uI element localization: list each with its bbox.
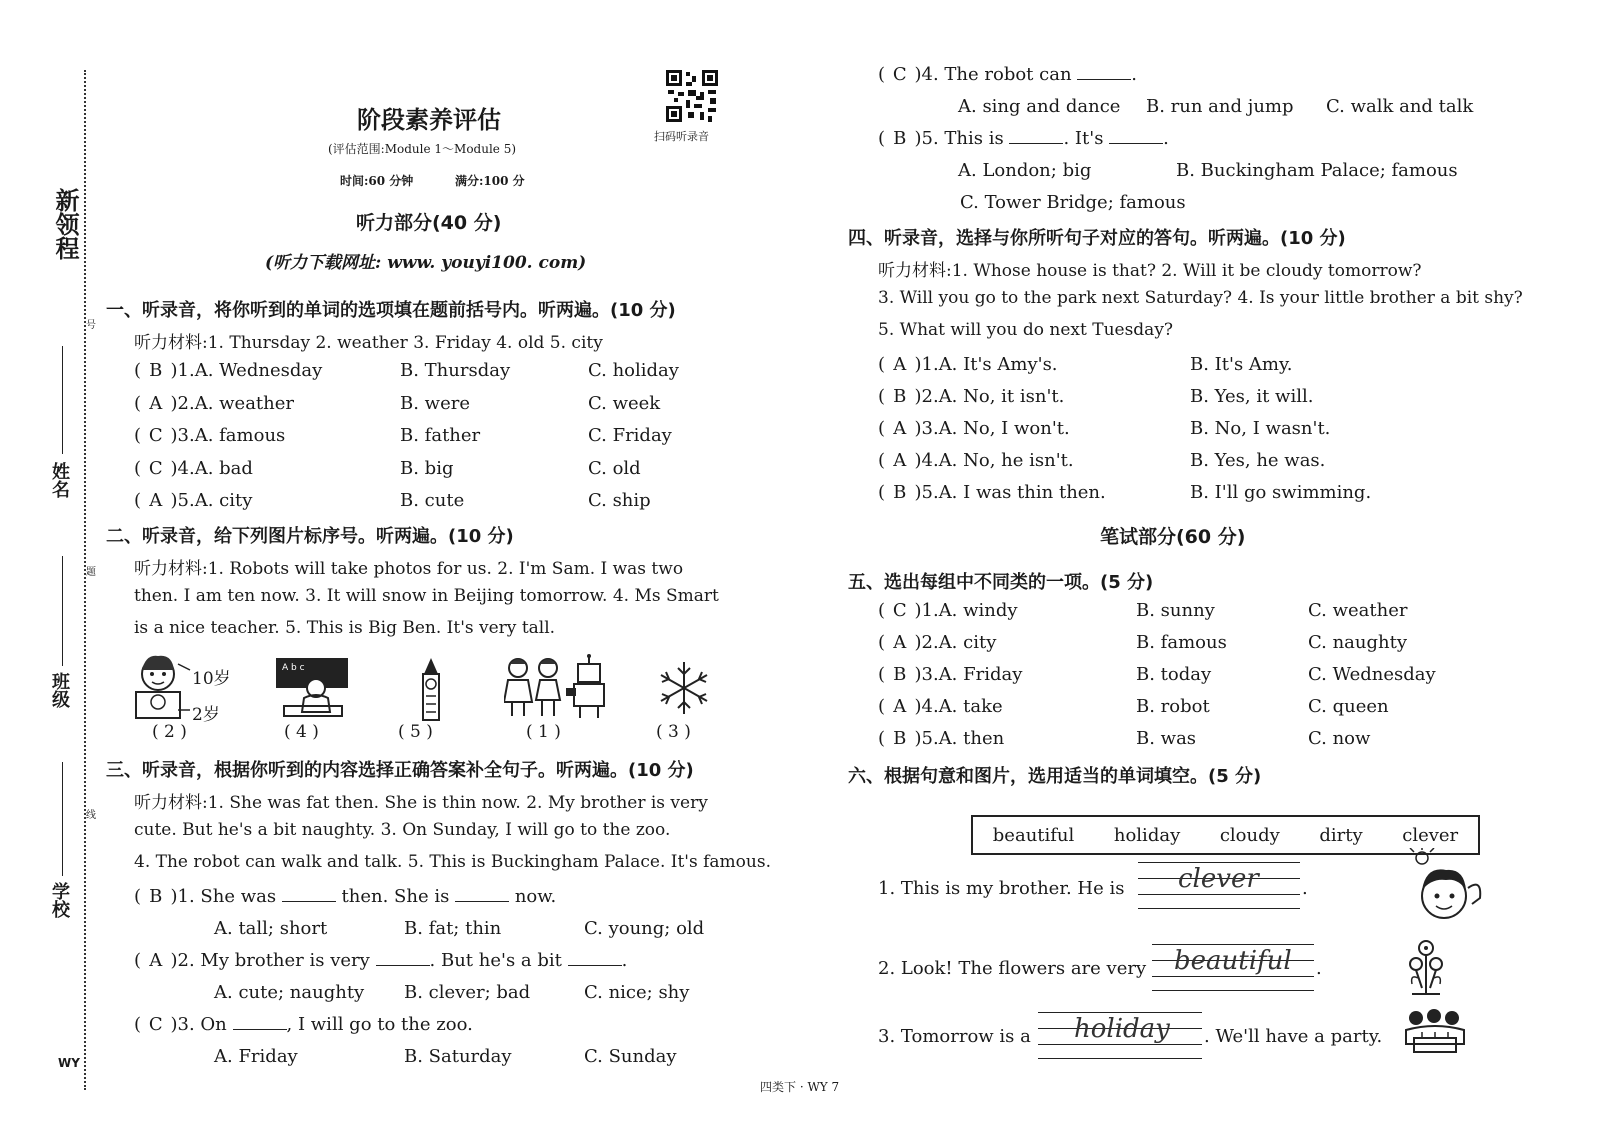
blank-line[interactable] xyxy=(233,1015,287,1030)
option-b: B. I'll go swimming. xyxy=(1190,482,1372,503)
s3-question-5: ( B )5. This is . It's . xyxy=(878,128,1169,149)
answer-mark[interactable]: C xyxy=(148,425,163,446)
answer-mark[interactable]: A xyxy=(893,632,907,653)
answer-mark[interactable]: B xyxy=(149,886,163,907)
item-number: )2. xyxy=(914,632,939,653)
answer-mark[interactable]: A xyxy=(149,950,163,971)
period: . xyxy=(1302,878,1308,899)
question-row: ( B )2.A. No, it isn't. xyxy=(878,386,1065,407)
answer-mark[interactable]: C xyxy=(892,64,907,85)
answer-mark[interactable]: C xyxy=(148,1014,163,1035)
school-label: 学校 xyxy=(49,882,70,918)
writing-line xyxy=(1152,944,1314,945)
option-c: C. Wednesday xyxy=(1308,664,1436,685)
name-line[interactable] xyxy=(62,346,63,454)
blank-line[interactable] xyxy=(376,951,430,966)
s3-q5-option-c: C. Tower Bridge; famous xyxy=(960,192,1186,213)
section-2-material-line: then. I am ten now. 3. It will snow in Beijing tomorrow. 4. Ms Smart xyxy=(134,586,719,606)
class-line[interactable] xyxy=(62,556,63,666)
brand-label: 新领程 xyxy=(51,188,79,260)
section-5-heading: 五、选出每组中不同类的一项。(5 分) xyxy=(848,572,1154,593)
boy-growth-picture xyxy=(130,652,194,722)
section-2-heading: 二、听录音，给下列图片标序号。听两遍。(10 分) xyxy=(106,526,514,547)
option-a: A. famous xyxy=(194,425,286,446)
option-b: B. Yes, he was. xyxy=(1190,450,1326,471)
item-number: )1. xyxy=(914,600,939,621)
s3-q5-option-a: A. London; big xyxy=(958,160,1092,181)
s3-q2-option-b: B. clever; bad xyxy=(404,982,531,1003)
school-line[interactable] xyxy=(62,762,63,876)
picture-answer[interactable]: ( 4 ) xyxy=(284,722,319,742)
section-3-material-line: 听力材料:1. She was fat then. She is thin now. 2. My brother is very xyxy=(134,793,708,813)
answer-mark[interactable]: A xyxy=(893,450,907,471)
s6-answer-3[interactable]: holiday xyxy=(1074,1014,1170,1044)
scope-text: (评估范围:Module 1～Module 5) xyxy=(328,142,517,156)
option-b: B. Yes, it will. xyxy=(1190,386,1314,407)
s3-q1-option-b: B. fat; thin xyxy=(404,918,502,939)
age-label-ten: 10岁 xyxy=(192,669,231,689)
download-url: (听力下载网址: www. youyi100. com) xyxy=(265,253,587,273)
answer-mark[interactable]: B xyxy=(893,482,907,503)
clever-boy-picture xyxy=(1406,848,1488,932)
section-1-heading: 一、听录音，将你听到的单词的选项填在题前括号内。听两遍。(10 分) xyxy=(106,300,676,321)
listening-section-header: 听力部分(40 分) xyxy=(356,212,502,234)
item-number: )5. xyxy=(914,728,939,749)
writing-line xyxy=(1038,1012,1202,1013)
option-c: C. holiday xyxy=(588,360,679,381)
svg-text:A b c: A b c xyxy=(282,663,305,673)
option-b: B. No, I wasn't. xyxy=(1190,418,1331,439)
s6-question-3: 3. Tomorrow is a xyxy=(878,1026,1031,1047)
score-text: 满分:100 分 xyxy=(455,174,525,188)
s3-q4-option-b: B. run and jump xyxy=(1146,96,1294,117)
party-picture xyxy=(1404,1004,1466,1058)
s3-q2-option-c: C. nice; shy xyxy=(584,982,690,1003)
option-b: B. famous xyxy=(1136,632,1227,653)
question-row: ( A )5.A. city xyxy=(134,490,253,511)
option-a: A. No, he isn't. xyxy=(938,450,1074,471)
option-a: A. city xyxy=(938,632,997,653)
s3-question-4: ( C )4. The robot can . xyxy=(878,64,1138,85)
item-number: 2. xyxy=(177,392,195,414)
s6-answer-1[interactable]: clever xyxy=(1178,864,1259,894)
binding-dotted-line xyxy=(84,70,86,1090)
section-6-heading: 六、根据句意和图片，选用适当的单词填空。(5 分) xyxy=(848,766,1262,787)
s3-q5-option-b: B. Buckingham Palace; famous xyxy=(1176,160,1458,181)
sentence-ending: . We'll have a party. xyxy=(1204,1026,1383,1047)
blank-line[interactable] xyxy=(1109,129,1163,144)
option-b: B. father xyxy=(400,425,481,446)
option-a: A. then xyxy=(938,728,1005,749)
question-row: ( A )2.A. city xyxy=(878,632,997,653)
option-a: A. take xyxy=(938,696,1003,717)
word-bank-item: holiday xyxy=(1113,824,1181,846)
page-footer: 四类下 · WY 7 xyxy=(760,1080,840,1094)
blank-line[interactable] xyxy=(568,951,622,966)
s3-q4-option-c: C. walk and talk xyxy=(1326,96,1474,117)
question-row: ( B )5.A. then xyxy=(878,728,1005,749)
option-a: A. No, I won't. xyxy=(938,418,1070,439)
period: . xyxy=(1316,958,1322,979)
item-number: 5. xyxy=(177,490,195,511)
section-4-material-line: 3. Will you go to the park next Saturday? 4. Is your little brother a bit shy? xyxy=(878,288,1523,308)
item-number: 1. xyxy=(177,360,195,381)
option-b: B. It's Amy. xyxy=(1190,354,1293,375)
option-c: C. naughty xyxy=(1308,632,1408,653)
s6-answer-2[interactable]: beautiful xyxy=(1174,946,1292,976)
option-b: B. Thursday xyxy=(400,360,511,381)
item-number: )4. xyxy=(914,450,939,471)
option-a: A. city xyxy=(194,490,253,511)
time-text: 时间:60 分钟 xyxy=(340,174,414,188)
name-label: 姓名 xyxy=(49,462,70,498)
question-row: ( B )5.A. I was thin then. xyxy=(878,482,1106,503)
age-label-two: 2岁 xyxy=(192,705,220,725)
option-a: A. Wednesday xyxy=(194,360,323,381)
s3-q3-option-a: A. Friday xyxy=(214,1046,298,1067)
section-3-heading: 三、听录音，根据你听到的内容选择正确答案补全句子。听两遍。(10 分) xyxy=(106,760,694,781)
blank-line[interactable] xyxy=(282,887,336,902)
answer-mark[interactable]: B xyxy=(149,360,163,381)
blank-line[interactable] xyxy=(1077,65,1131,80)
option-b: B. was xyxy=(1136,728,1197,749)
option-b: B. today xyxy=(1136,664,1212,685)
s6-question-2: 2. Look! The flowers are very xyxy=(878,958,1147,979)
answer-mark[interactable]: B xyxy=(893,128,907,149)
option-c: C. ship xyxy=(588,490,651,511)
margin-mark: 题 xyxy=(86,567,96,578)
answer-mark[interactable]: A xyxy=(893,418,907,439)
option-c: C. week xyxy=(588,392,661,414)
word-bank-item: clever xyxy=(1402,824,1459,846)
class-label: 班级 xyxy=(49,672,70,708)
qr-code-icon xyxy=(664,68,720,124)
option-b: B. cute xyxy=(400,490,465,511)
answer-mark[interactable]: C xyxy=(148,457,163,479)
s3-question-1: ( B )1. She was then. She is now. xyxy=(134,886,557,907)
option-b: B. were xyxy=(400,392,470,414)
question-row: ( A )3.A. No, I won't. xyxy=(878,418,1070,439)
item-number: 3. xyxy=(177,425,195,446)
section-3-material-line: cute. But he's a bit naughty. 3. On Sunday, I will go to the zoo. xyxy=(134,820,671,840)
section-4-material-line: 5. What will you do next Tuesday? xyxy=(878,320,1174,340)
picture-answer[interactable]: ( 1 ) xyxy=(526,722,561,742)
s3-question-3: ( C )3. On , I will go to the zoo. xyxy=(134,1014,473,1035)
item-number: )4. xyxy=(914,696,939,717)
option-a: A. Friday xyxy=(938,664,1023,685)
section-2-material-line: is a nice teacher. 5. This is Big Ben. It's very tall. xyxy=(134,618,556,638)
writing-line xyxy=(1138,908,1300,909)
option-b: B. robot xyxy=(1136,696,1210,717)
answer-mark[interactable]: B xyxy=(893,664,907,685)
picture-answer[interactable]: ( 5 ) xyxy=(398,722,433,742)
item-number: 4. xyxy=(177,457,195,479)
item-number: )5. xyxy=(914,482,939,503)
question-row: ( C )1.A. windy xyxy=(878,600,1018,621)
s3-q4-option-a: A. sing and dance xyxy=(958,96,1121,117)
written-section-header: 笔试部分(60 分) xyxy=(1100,526,1246,548)
section-4-heading: 四、听录音，选择与你所听句子对应的答句。听两遍。(10 分) xyxy=(848,228,1346,249)
section-2-material-line: 听力材料:1. Robots will take photos for us. 2. I'm Sam. I was two xyxy=(134,559,684,579)
writing-line xyxy=(1138,862,1300,863)
section-4-material-line: 听力材料:1. Whose house is that? 2. Will it be cloudy tomorrow? xyxy=(878,261,1422,281)
option-a: A. windy xyxy=(938,600,1018,621)
blank-line[interactable] xyxy=(455,887,509,902)
option-c: C. queen xyxy=(1308,696,1389,717)
s3-q3-option-b: B. Saturday xyxy=(404,1046,512,1067)
s3-q1-option-a: A. tall; short xyxy=(214,918,328,939)
answer-mark[interactable]: B xyxy=(893,728,907,749)
option-a: A. It's Amy's. xyxy=(938,354,1058,375)
item-number: )2. xyxy=(914,386,939,407)
question-row: ( A )4.A. take xyxy=(878,696,1003,717)
corner-code: WY xyxy=(58,1056,80,1070)
writing-line xyxy=(1152,976,1314,977)
option-a: A. I was thin then. xyxy=(938,482,1106,503)
word-bank xyxy=(971,815,1480,855)
option-c: C. weather xyxy=(1308,600,1408,621)
item-number: )3. xyxy=(914,418,939,439)
word-bank-item: cloudy xyxy=(1219,824,1280,846)
page-title: 阶段素养评估 xyxy=(357,106,501,134)
option-c: C. old xyxy=(588,457,641,479)
picture-answer[interactable]: ( 3 ) xyxy=(656,722,691,742)
option-a: A. bad xyxy=(194,457,253,479)
margin-mark: 线 xyxy=(86,810,96,821)
s3-q1-option-c: C. young; old xyxy=(584,918,705,939)
s3-q2-option-a: A. cute; naughty xyxy=(214,982,365,1003)
section-3-material-line: 4. The robot can walk and talk. 5. This is Buckingham Palace. It's famous. xyxy=(134,852,771,872)
option-a: A. weather xyxy=(194,392,295,414)
writing-line xyxy=(1038,1058,1202,1059)
answer-mark[interactable]: A xyxy=(149,392,163,414)
big-ben-picture xyxy=(418,658,444,722)
picture-answer[interactable]: ( 2 ) xyxy=(152,722,187,742)
question-row: ( B )1.A. Wednesday xyxy=(134,360,323,381)
answer-mark[interactable]: C xyxy=(892,600,907,621)
answer-mark[interactable]: B xyxy=(893,386,907,407)
option-c: C. Friday xyxy=(588,425,672,446)
s3-question-2: ( A )2. My brother is very . But he's a bit . xyxy=(134,950,628,971)
option-a: A. No, it isn't. xyxy=(938,386,1065,407)
question-row: ( C )3.A. famous xyxy=(134,425,286,446)
word-bank-item: beautiful xyxy=(992,824,1075,846)
question-row: ( A )2.A. weather xyxy=(134,392,295,414)
s3-q3-option-c: C. Sunday xyxy=(584,1046,677,1067)
question-row: ( C )4.A. bad xyxy=(134,457,253,479)
writing-line xyxy=(1152,990,1314,991)
answer-mark[interactable]: A xyxy=(893,696,907,717)
flowers-picture xyxy=(1406,938,1446,998)
qr-caption: 扫码听录音 xyxy=(654,130,709,143)
item-number: )1. xyxy=(914,354,939,375)
section-1-material: 听力材料:1. Thursday 2. weather 3. Friday 4. old 5. city xyxy=(134,333,603,353)
option-c: C. now xyxy=(1308,728,1371,749)
snowflake-picture xyxy=(656,660,712,716)
teacher-picture xyxy=(274,656,350,720)
option-b: B. big xyxy=(400,457,454,479)
option-b: B. sunny xyxy=(1136,600,1215,621)
s6-question-1: 1. This is my brother. He is xyxy=(878,878,1125,899)
word-bank-item: dirty xyxy=(1319,824,1363,846)
margin-mark: 号 xyxy=(86,320,96,331)
answer-mark[interactable]: A xyxy=(149,490,163,511)
question-row: ( A )1.A. It's Amy's. xyxy=(878,354,1058,375)
writing-line xyxy=(1138,894,1300,895)
writing-line xyxy=(1038,1044,1202,1045)
question-row: ( A )4.A. No, he isn't. xyxy=(878,450,1074,471)
question-row: ( B )3.A. Friday xyxy=(878,664,1023,685)
item-number: )3. xyxy=(914,664,939,685)
blank-line[interactable] xyxy=(1009,129,1063,144)
robot-photo-picture xyxy=(504,654,614,722)
answer-mark[interactable]: A xyxy=(893,354,907,375)
